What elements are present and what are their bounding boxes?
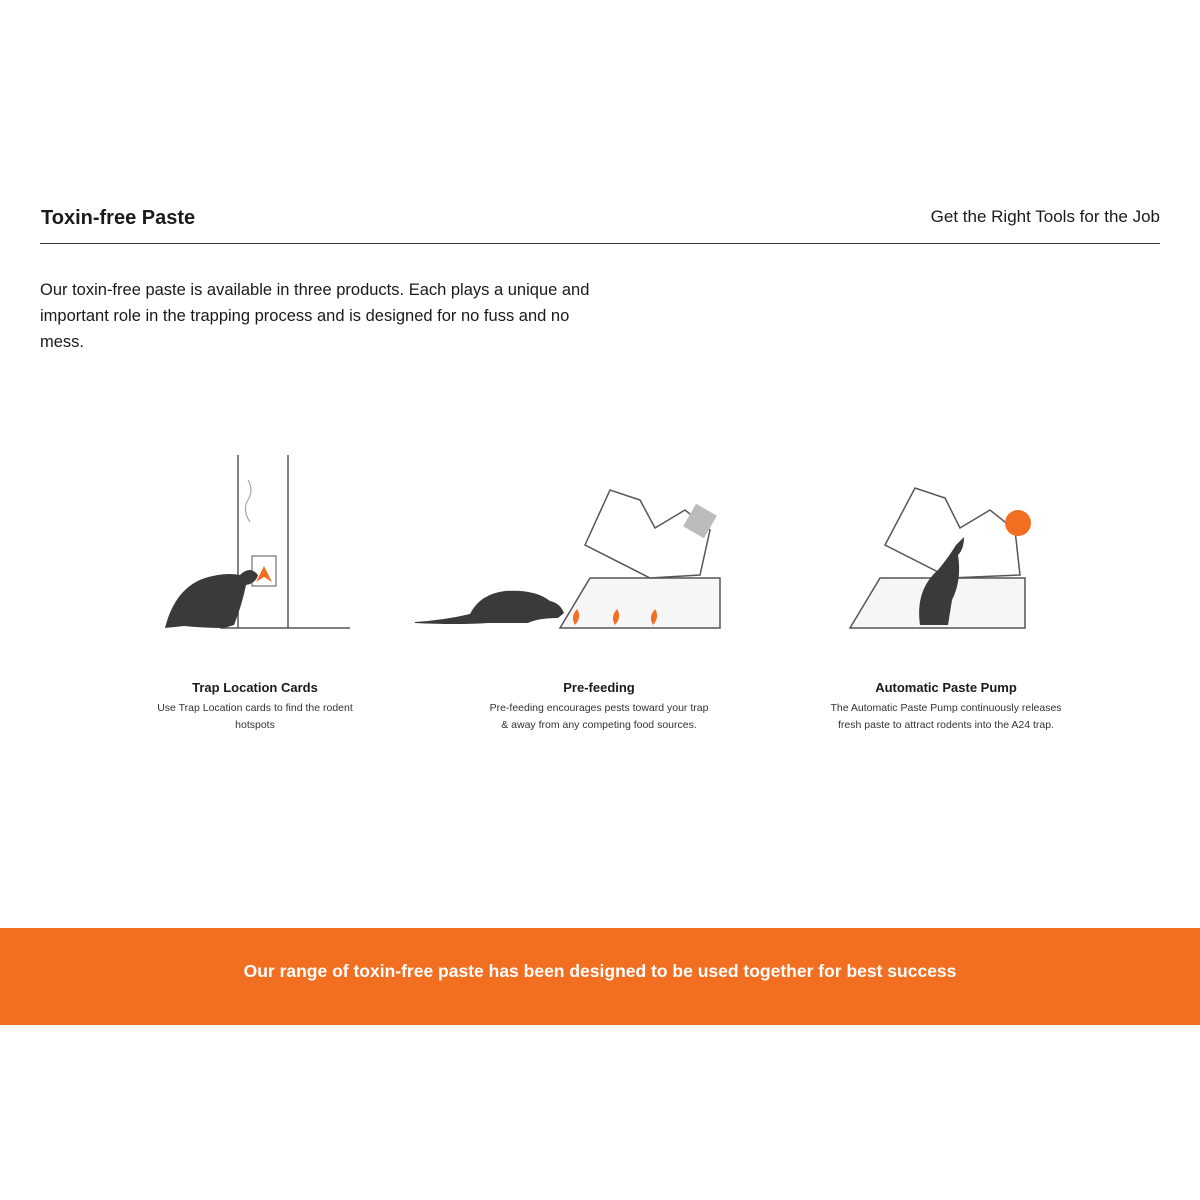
product-description: The Automatic Paste Pump continuously releases fresh paste to attract rodents into the A24 trap.: [830, 702, 1062, 731]
product-description: Pre-feeding encourages pests toward your trap & away from any competing food sources.: [489, 702, 709, 731]
banner-text: Our range of toxin-free paste has been designed to be used together for best success: [243, 961, 957, 981]
product-title: Automatic Paste Pump: [875, 680, 1017, 695]
promo-banner: [0, 928, 1200, 1025]
automatic-paste-pump-illustration: [840, 440, 1040, 640]
page-title: Toxin-free Paste: [41, 207, 196, 229]
section-header: [40, 205, 1160, 244]
product-title: Pre-feeding: [563, 680, 635, 695]
pre-feeding-illustration: [410, 440, 740, 640]
product-description: Use Trap Location cards to find the rodent hotspots: [157, 702, 353, 731]
page-subtitle: Get the Right Tools for the Job: [930, 207, 1160, 226]
product-automatic-paste-pump: [816, 680, 1076, 734]
trap-location-card-illustration: [160, 440, 360, 640]
intro-text: Our toxin-free paste is available in three products. Each plays a unique and important role in the trapping process and is designed for no fuss and no mess.: [40, 281, 590, 351]
product-title: Trap Location Cards: [192, 680, 318, 695]
product-trap-location-cards: [125, 680, 385, 734]
product-pre-feeding: [469, 680, 729, 734]
